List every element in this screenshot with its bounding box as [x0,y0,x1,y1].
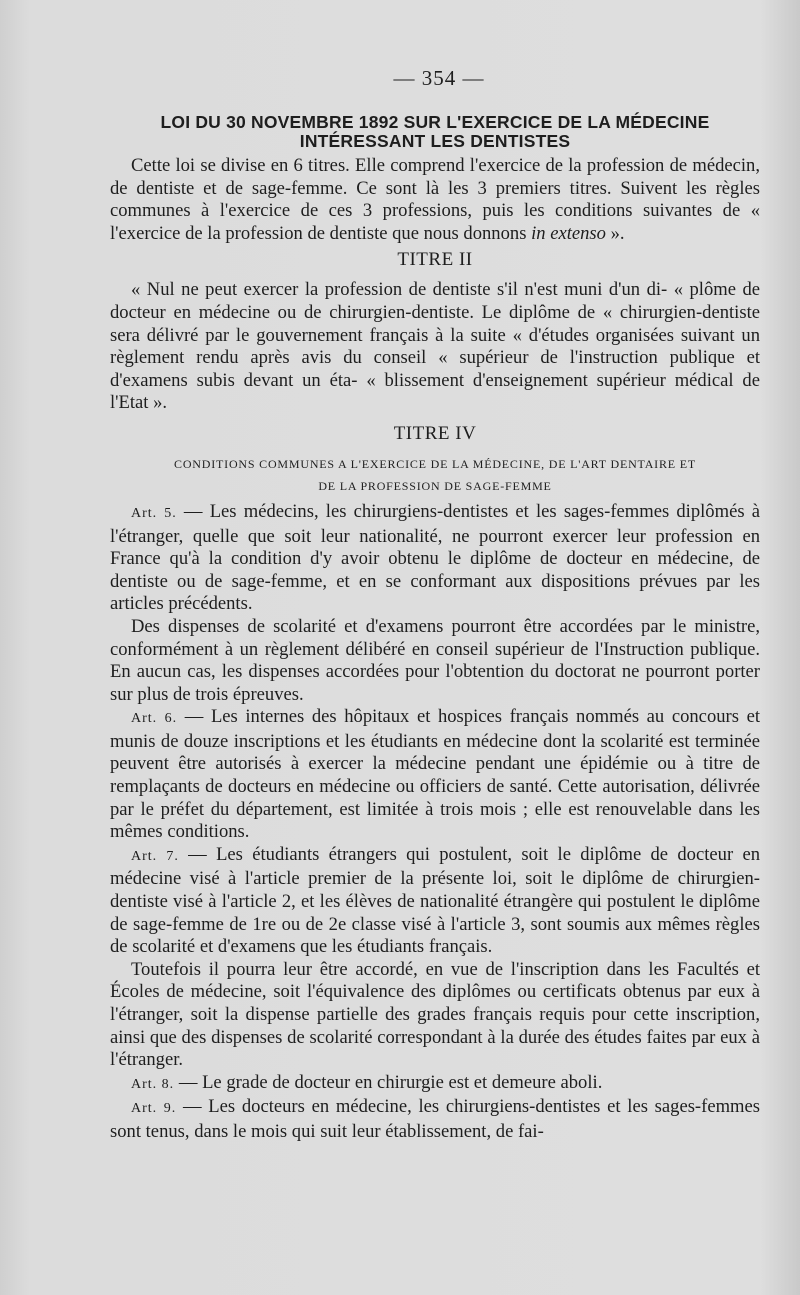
intro-end: ». [605,222,625,244]
law-title-line2: INTÉRESSANT LES DENTISTES [299,131,571,151]
article-9-label: Art. 9. [131,1101,177,1117]
article-8-text: — Le grade de docteur en chirurgie est et demeure aboli. [174,1071,603,1093]
titre-iv-subheading-line2: DE LA PROFESSION DE SAGE-FEMME [318,478,552,493]
article-6 [110,706,760,844]
article-9-text: — Les docteurs en médecine, les chirurgiens-dentistes et les sages-femmes sont tenus, dans le mois qui suit leur établissement, de fai- [110,1096,760,1142]
article-7-text: — Les étudiants étrangers qui postulent, soit le diplôme de docteur en médecine visé à l'article premier de la présente loi, soit le diplôme de chirurgien-dentiste visé à l'article 2, et les élèves de nationalité étrangère qui postulent le diplôme de sage-femme de 1re ou de 2e classe visé à l'article 3, sont soumis aux mêmes règles de scolarité et d'examens que les étudiants français. [110,843,760,958]
article-8 [110,1072,760,1097]
titre-iv-heading: TITRE IV [393,422,477,444]
article-9 [110,1096,760,1143]
law-title [110,113,760,151]
article-5-label: Art. 5. [131,505,177,521]
article-5 [110,501,760,616]
article-7-label: Art. 7. [131,848,179,864]
article-5-text: — Les médecins, les chirurgiens-dentistes et les sages-femmes diplômés à l'étranger, quelle que soit leur nationalité, ne pourront exercer leur profession en France qu'à la condition d'y avoir obtenu le diplôme de docteur en médecine, de dentiste ou de sage-femme, et en se conformant aux dispositions prévues par les articles précédents. [110,500,760,615]
intro-italic: in extenso [531,222,606,244]
titre-iv-subheading-line1: CONDITIONS COMMUNES A L'EXERCICE DE LA MÉDECINE, DE L'ART DENTAIRE ET [174,456,696,471]
article-6-text: — Les internes des hôpitaux et hospices français nommés au concours et munis de douze inscriptions et les étudiants en médecine dont la scolarité est terminée peuvent être autorisés à exercer la médecine pendant une épidémie ou à titre de remplaçants de docteurs en médecine ou officiers de santé. Cette autorisation, délivrée par le préfet du département, est limitée à trois mois ; elle est renouvelable dans les mêmes conditions. [110,706,760,843]
titre-iv-subheading [110,453,760,497]
intro-paragraph [110,155,760,245]
article-5-paragraph-2: Des dispenses de scolarité et d'examens pourront être accordées par le ministre, conformément à un règlement délibéré en conseil supérieur de l'Instruction publique. En aucun cas, les dispenses accordées pour l'obtention du doctorat ne pourront porter sur plus de trois épreuves. [110,615,760,705]
article-8-label: Art. 8. [131,1076,175,1092]
article-7 [110,844,760,959]
titre-ii-heading: TITRE II [397,249,473,271]
article-6-label: Art. 6. [131,711,178,727]
law-title-line1: LOI DU 30 NOVEMBRE 1892 SUR L'EXERCICE DE LA MÉDECINE [160,112,710,132]
page-number: — 354 — [393,66,485,90]
article-7-paragraph-2: Toutefois il pourra leur être accordé, en vue de l'inscription dans les Facultés et Écoles de médecine, soit l'équivalence des diplômes ou certificats obtenus par eux à l'étranger, soit la dispense partielle des grades français requis pour cette inscription, ainsi que des dispenses de scolarité correspondant à la durée des études faites par eux à l'étranger. [110,958,760,1071]
titre-ii-quote: « Nul ne peut exercer la profession de dentiste s'il n'est muni d'un di- « plôme de docteur en médecine ou de chirurgien-dentiste. Le diplôme de « chirurgien-dentiste sera délivré par le gouvernement français à la suite « d'études organisées suivant un règlement rendu après avis du conseil « supérieur de l'instruction publique et d'examens subis devant un éta- « blissement d'enseignement supérieur médical de l'Etat ». [110,279,760,414]
intro-text: Cette loi se divise en 6 titres. Elle comprend l'exercice de la profession de médecin, de dentiste et de sage-femme. Ce sont là les 3 premiers titres. Suivent les règles communes à l'exercice de ces 3 professions, puis les conditions suivantes de « l'exercice de la profession de dentiste que nous donnons [110,155,760,244]
